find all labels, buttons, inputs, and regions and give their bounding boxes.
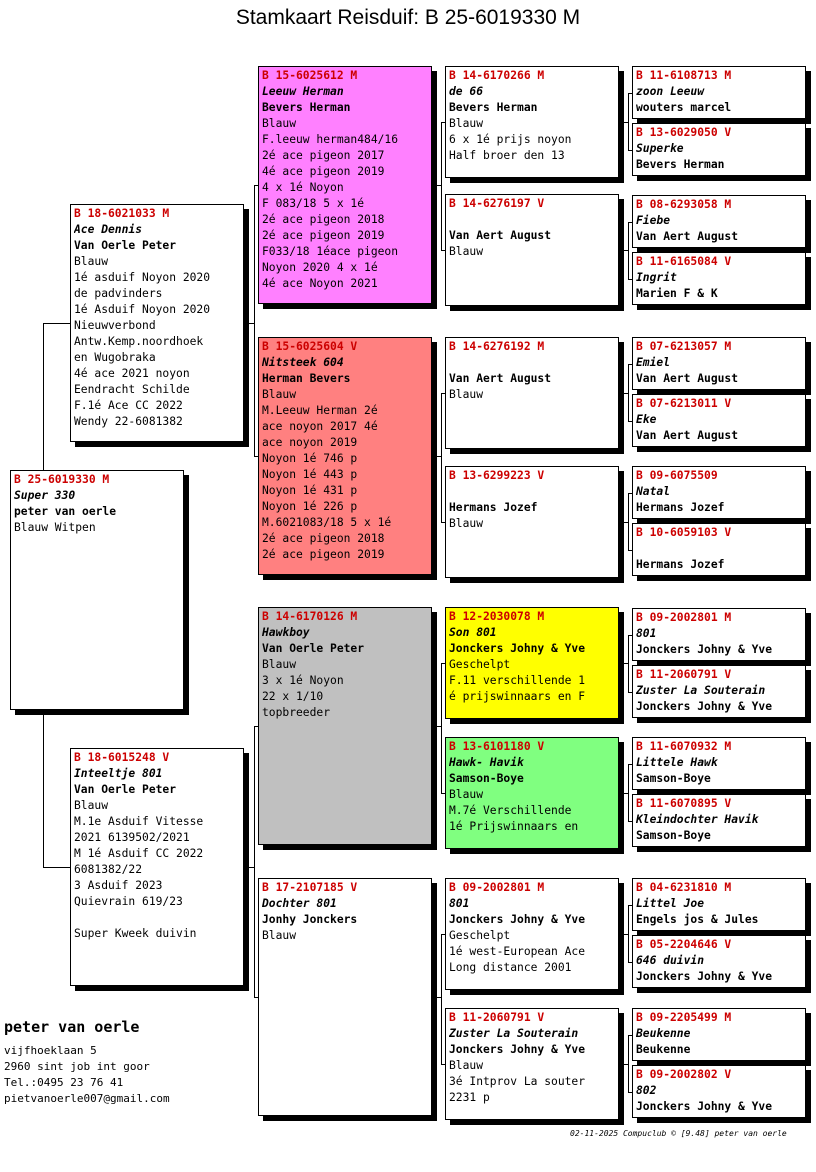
pigeon-name: Superke [636, 142, 684, 155]
pigeon-name: zoon Leeuw [636, 85, 705, 98]
pigeon-owner: Hermans Jozef [449, 501, 538, 514]
pigeon-owner: Jonckers Johny & Yve [636, 970, 773, 983]
pigeon-card-p11 [445, 607, 619, 719]
pigeon-card-p28 [632, 935, 806, 988]
ring-number: B 25-6019330 M [14, 473, 110, 486]
pigeon-card-p8 [445, 194, 619, 306]
connector-line [628, 364, 629, 422]
pigeon-name: Ingrit [636, 271, 677, 284]
pigeon-card-p5 [258, 607, 432, 845]
pigeon-name: Beukenne [636, 1027, 691, 1040]
pigeon-card-p14 [445, 1008, 619, 1120]
pigeon-name: Hawkboy [262, 626, 310, 639]
pigeon-card-p23 [632, 608, 806, 661]
pigeon-owner: Van Aert August [636, 230, 739, 243]
pigeon-owner: Samson-Boye [636, 772, 711, 785]
ring-number: B 07-6213057 M [636, 340, 732, 353]
pigeon-detail-line: 2231 p [449, 1091, 490, 1104]
ring-number: B 18-6015248 V [74, 751, 170, 764]
pigeon-detail-line: 6081382/22 [74, 863, 143, 876]
connector-line [619, 393, 628, 394]
pigeon-detail-line: Blauw [449, 117, 484, 130]
pigeon-owner: Van Aert August [449, 229, 552, 242]
pigeon-owner: Hermans Jozef [636, 501, 725, 514]
pigeon-name: Emiel [636, 356, 671, 369]
ring-number: B 13-6101180 V [449, 740, 545, 753]
ring-number: B 09-2205499 M [636, 1011, 732, 1024]
pigeon-detail-line: Quievrain 619/23 [74, 895, 183, 908]
pigeon-name [449, 355, 615, 371]
pigeon-name: Son 801 [449, 626, 497, 639]
pigeon-owner: Engels jos & Jules [636, 913, 759, 926]
connector-line [244, 867, 254, 868]
pigeon-card-p4 [258, 337, 432, 575]
pigeon-owner: Beukenne [636, 1043, 691, 1056]
ring-number: B 18-6021033 M [74, 207, 170, 220]
pigeon-owner: Herman Bevers [262, 372, 351, 385]
pigeon-detail-line: 22 x 1/10 [262, 690, 324, 703]
pigeon-detail-line: 4 x 1é Noyon [262, 181, 344, 194]
pigeon-owner: Samson-Boye [636, 829, 711, 842]
connector-line [441, 122, 442, 251]
ring-number: B 11-2060791 V [636, 668, 732, 681]
pigeon-detail-line: M.7é Verschillende [449, 804, 572, 817]
pigeon-name: 646 duivin [636, 954, 705, 967]
pigeon-detail-line: Antw.Kemp.noordhoek [74, 335, 204, 348]
pigeon-detail-line: ace noyon 2017 4é [262, 420, 378, 433]
pigeon-name: Natal [636, 485, 671, 498]
ring-number: B 14-6170266 M [449, 69, 545, 82]
pigeon-card-p7 [445, 66, 619, 178]
pigeon-detail-line: 1é asduif Noyon 2020 [74, 271, 211, 284]
pigeon-detail-line: Blauw [262, 388, 297, 401]
pigeon-detail-line: F.11 verschillende 1 [449, 674, 586, 687]
ring-number: B 13-6299223 V [449, 469, 545, 482]
pigeon-detail-line: 4é ace Noyon 2021 [262, 277, 378, 290]
pigeon-name: Dochter 801 [262, 897, 337, 910]
owner-contact [4, 1043, 170, 1107]
pigeon-name: Hawk- Havik [449, 756, 524, 769]
pigeon-detail-line: 1é Prijswinnaars en [449, 820, 579, 833]
pigeon-detail-line: 6 x 1é prijs noyon [449, 133, 572, 146]
pigeon-detail-line: Blauw [449, 388, 484, 401]
connector-line [619, 122, 628, 123]
pigeon-detail-line: Blauw [262, 117, 297, 130]
pigeon-detail-line: Geschelpt [449, 658, 511, 671]
pigeon-card-p17 [632, 195, 806, 248]
pigeon-detail-line: Eendracht Schilde [74, 383, 190, 396]
connector-line [619, 250, 628, 251]
pigeon-detail-line: Super Kweek duivin [74, 927, 197, 940]
pigeon-detail-line: Blauw [449, 788, 484, 801]
owner-email: pietvanoerle007@gmail.com [4, 1092, 170, 1105]
pigeon-owner: Jonckers Johny & Yve [636, 700, 773, 713]
pigeon-name: 801 [636, 627, 657, 640]
ring-number: B 15-6025604 V [262, 340, 358, 353]
connector-line [432, 456, 441, 457]
pigeon-card-p27 [632, 878, 806, 931]
pigeon-owner: Van Aert August [636, 429, 739, 442]
ring-number: B 10-6059103 V [636, 526, 732, 539]
pigeon-detail-line: Geschelpt [449, 929, 511, 942]
pigeon-detail-line: Blauw [74, 799, 109, 812]
pigeon-detail-line: Blauw [262, 658, 297, 671]
pigeon-card-p19 [632, 337, 806, 390]
pigeon-owner: Bevers Herman [262, 101, 351, 114]
pigeon-owner: Jonckers Johny & Yve [636, 1100, 773, 1113]
page-title: Stamkaart Reisduif: B 25-6019330 M [235, 6, 581, 29]
pigeon-name: Eke [636, 413, 657, 426]
pigeon-card-p25 [632, 737, 806, 790]
pigeon-detail-line: 1é west-European Ace [449, 945, 586, 958]
pigeon-detail-line: Blauw Witpen [14, 521, 96, 534]
ring-number: B 14-6170126 M [262, 610, 358, 623]
pigeon-owner: Van Oerle Peter [74, 239, 177, 252]
pigeon-name: Littel Joe [636, 897, 705, 910]
ring-number: B 09-6075509 [636, 469, 718, 482]
ring-number: B 12-2030078 M [449, 610, 545, 623]
owner-city: 2960 sint job int goor [4, 1060, 150, 1073]
pigeon-detail-line: 2é ace pigeon 2018 [262, 213, 385, 226]
pigeon-owner: Samson-Boye [449, 772, 524, 785]
pigeon-card-p30 [632, 1065, 806, 1118]
connector-line [619, 793, 628, 794]
pigeon-detail-line: Wendy 22-6081382 [74, 415, 183, 428]
pigeon-owner: Jonckers Johny & Yve [636, 643, 773, 656]
pigeon-card-p9 [445, 337, 619, 449]
pigeon-owner: Bevers Herman [636, 158, 725, 171]
pigeon-name: Fiebe [636, 214, 671, 227]
ring-number: B 14-6276192 M [449, 340, 545, 353]
ring-number: B 14-6276197 V [449, 197, 545, 210]
owner-phone: Tel.:0495 23 76 41 [4, 1076, 124, 1089]
pigeon-detail-line: Long distance 2001 [449, 961, 572, 974]
connector-line [441, 934, 442, 1065]
pigeon-detail-line: M.6021083/18 5 x 1é [262, 516, 392, 529]
pigeon-card-p2 [70, 748, 244, 986]
pigeon-card-p20 [632, 394, 806, 447]
pigeon-detail-line: 2é ace pigeon 2019 [262, 548, 385, 561]
pigeon-owner: Marien F & K [636, 287, 718, 300]
pigeon-name: Nitsteek 604 [262, 356, 344, 369]
ring-number: B 09-2002801 M [636, 611, 732, 624]
connector-line [628, 764, 629, 822]
pigeon-detail-line [74, 910, 240, 926]
pigeon-card-p13 [445, 878, 619, 990]
connector-line [432, 997, 441, 998]
connector-line [619, 1064, 628, 1065]
pigeon-detail-line: topbreeder [262, 706, 331, 719]
connector-line [628, 93, 629, 151]
pigeon-detail-line: 3 Asduif 2023 [74, 879, 163, 892]
connector-line [432, 185, 441, 186]
pigeon-name: 801 [449, 897, 470, 910]
pigeon-detail-line: F.1é Ace CC 2022 [74, 399, 183, 412]
pigeon-name: Zuster La Souterain [636, 684, 766, 697]
pigeon-detail-line: Noyon 1é 746 p [262, 452, 358, 465]
pigeon-name: Inteeltje 801 [74, 767, 163, 780]
pigeon-owner: Jonckers Johny & Yve [449, 913, 586, 926]
pigeon-owner: Van Oerle Peter [262, 642, 365, 655]
ring-number: B 09-2002802 V [636, 1068, 732, 1081]
pigeon-detail-line: M.Leeuw Herman 2é [262, 404, 378, 417]
connector-line [628, 905, 629, 963]
pigeon-detail-line: 3 x 1é Noyon [262, 674, 344, 687]
pigeon-card-p22 [632, 523, 806, 576]
pigeon-detail-line: Blauw [449, 517, 484, 530]
pigeon-detail-line: F.leeuw herman484/16 [262, 133, 399, 146]
connector-line [441, 393, 442, 523]
pigeon-name: Zuster La Souterain [449, 1027, 579, 1040]
pigeon-detail-line: 2é ace pigeon 2017 [262, 149, 385, 162]
ring-number: B 13-6029050 V [636, 126, 732, 139]
pigeon-detail-line: 4é ace pigeon 2019 [262, 165, 385, 178]
pigeon-name: Kleindochter Havik [636, 813, 759, 826]
ring-number: B 07-6213011 V [636, 397, 732, 410]
pigeon-owner: wouters marcel [636, 101, 732, 114]
connector-line [43, 867, 70, 868]
pigeon-card-p15 [632, 66, 806, 119]
ring-number: B 08-6293058 M [636, 198, 732, 211]
pigeon-card-p6 [258, 878, 432, 1116]
connector-line [628, 493, 629, 551]
pigeon-detail-line: Noyon 1é 443 p [262, 468, 358, 481]
pigeon-detail-line: 2é ace pigeon 2018 [262, 532, 385, 545]
connector-line [254, 185, 255, 457]
connector-line [441, 663, 442, 794]
pigeon-detail-line: Noyon 1é 226 p [262, 500, 358, 513]
pigeon-name: Littele Hawk [636, 756, 718, 769]
pigeon-owner: peter van oerle [14, 505, 117, 518]
pigeon-card-p16 [632, 123, 806, 176]
pigeon-card-p26 [632, 794, 806, 847]
pigeon-detail-line: 2021 6139502/2021 [74, 831, 190, 844]
connector-line [254, 726, 255, 998]
pigeon-name [449, 484, 615, 500]
connector-line [432, 726, 441, 727]
ring-number: B 11-6108713 M [636, 69, 732, 82]
pigeon-detail-line: 3é Intprov La souter [449, 1075, 586, 1088]
pigeon-detail-line: Blauw [449, 245, 484, 258]
pigeon-card-p29 [632, 1008, 806, 1061]
pigeon-card-p3 [258, 66, 432, 304]
pigeon-card-p10 [445, 466, 619, 578]
pigeon-name [449, 212, 615, 228]
ring-number: B 04-6231810 M [636, 881, 732, 894]
ring-number: B 11-6070932 M [636, 740, 732, 753]
pigeon-name: Ace Dennis [74, 223, 143, 236]
ring-number: B 11-2060791 V [449, 1011, 545, 1024]
footer-credits: 02-11-2025 Compuclub © [9.48] peter van oerle [570, 1129, 787, 1138]
pigeon-detail-line: ace noyon 2019 [262, 436, 358, 449]
pigeon-name: 802 [636, 1084, 657, 1097]
pigeon-detail-line: en Wugobraka [74, 351, 156, 364]
pigeon-detail-line: Blauw [262, 929, 297, 942]
ring-number: B 11-6070895 V [636, 797, 732, 810]
pigeon-detail-line: é prijswinnaars en F [449, 690, 586, 703]
ring-number: B 17-2107185 V [262, 881, 358, 894]
pigeon-owner: Van Aert August [636, 372, 739, 385]
pigeon-card-p1 [70, 204, 244, 442]
pigeon-card-p12 [445, 737, 619, 849]
pigeon-card-p21 [632, 466, 806, 519]
pigeon-detail-line: 2é ace pigeon 2019 [262, 229, 385, 242]
owner-name: peter van oerle [4, 1018, 140, 1036]
pigeon-card-p18 [632, 252, 806, 305]
pigeon-owner: Hermans Jozef [636, 558, 725, 571]
ring-number: B 11-6165084 V [636, 255, 732, 268]
pigeon-owner: Bevers Herman [449, 101, 538, 114]
connector-line [619, 522, 628, 523]
ring-number: B 15-6025612 M [262, 69, 358, 82]
pigeon-detail-line: Noyon 2020 4 x 1é [262, 261, 378, 274]
pigeon-detail-line: M.1e Asduif Vitesse [74, 815, 204, 828]
connector-line [43, 323, 70, 324]
connector-line [619, 934, 628, 935]
pigeon-detail-line: de padvinders [74, 287, 163, 300]
pigeon-owner: Jonckers Johny & Yve [449, 1043, 586, 1056]
connector-line [628, 222, 629, 280]
ring-number: B 09-2002801 M [449, 881, 545, 894]
pigeon-detail-line: F 083/18 5 x 1é [262, 197, 365, 210]
pigeon-owner: Van Oerle Peter [74, 783, 177, 796]
pigeon-name [636, 541, 802, 557]
pigeon-card-p24 [632, 665, 806, 718]
pigeon-name: Super 330 [14, 489, 76, 502]
connector-line [619, 663, 628, 664]
pigeon-detail-line: F033/18 1éace pigeon [262, 245, 399, 258]
pigeon-name: Leeuw Herman [262, 85, 344, 98]
pigeon-detail-line: Half broer den 13 [449, 149, 565, 162]
ring-number: B 05-2204646 V [636, 938, 732, 951]
connector-line [244, 323, 254, 324]
pigeon-card-p0 [10, 470, 184, 710]
pigeon-detail-line: Nieuwverbond [74, 319, 156, 332]
pigeon-detail-line: 4é ace 2021 noyon [74, 367, 190, 380]
pigeon-detail-line: Noyon 1é 431 p [262, 484, 358, 497]
pigeon-detail-line: Blauw [449, 1059, 484, 1072]
connector-line [628, 1035, 629, 1093]
pigeon-name: de 66 [449, 85, 484, 98]
pigeon-owner: Van Aert August [449, 372, 552, 385]
pigeon-owner: Jonhy Jonckers [262, 913, 358, 926]
pigeon-owner: Jonckers Johny & Yve [449, 642, 586, 655]
pigeon-detail-line: 1é Asduif Noyon 2020 [74, 303, 211, 316]
owner-address: vijfhoeklaan 5 [4, 1044, 97, 1057]
connector-line [628, 635, 629, 693]
pigeon-detail-line: M 1é Asduif CC 2022 [74, 847, 204, 860]
pigeon-detail-line: Blauw [74, 255, 109, 268]
